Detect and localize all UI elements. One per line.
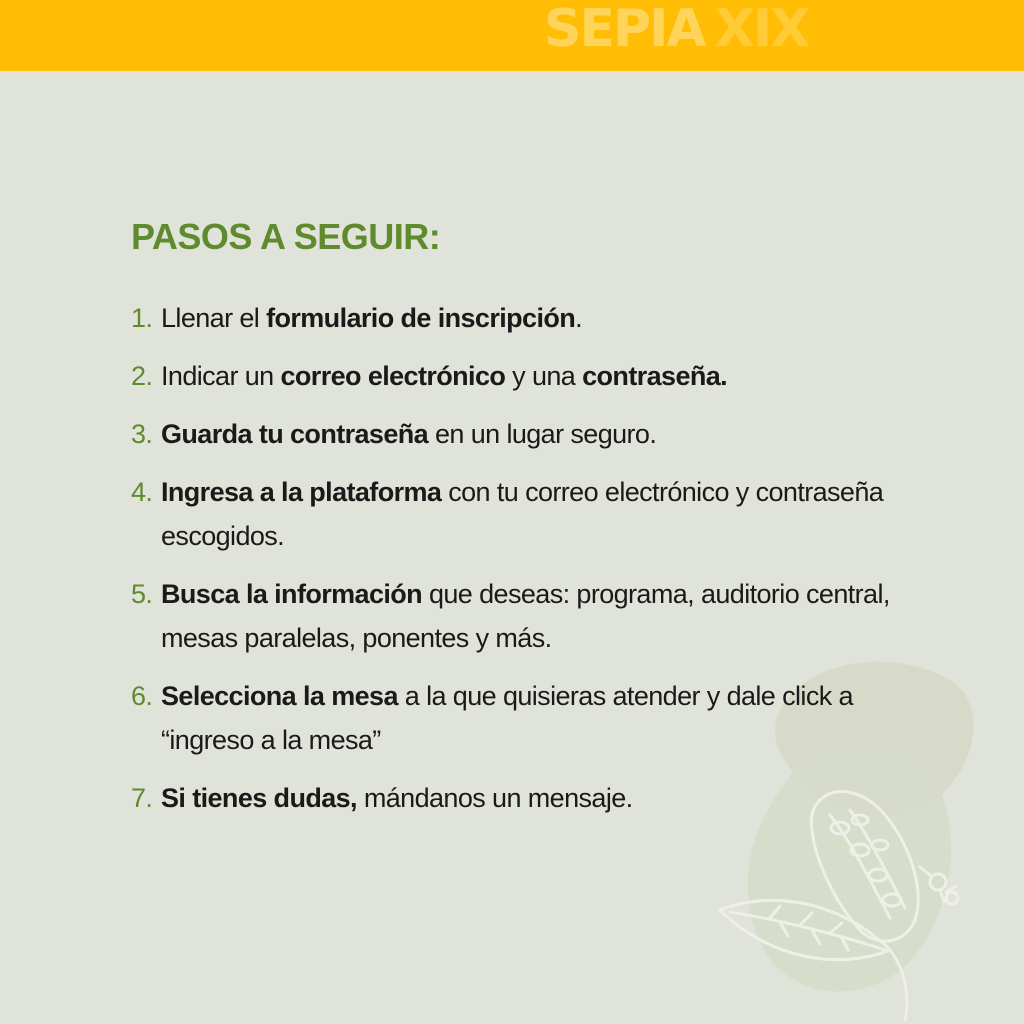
step-bold-text: Selecciona la mesa [161, 681, 398, 711]
step-text: con tu correo electrónico y contraseña escogidos. [161, 477, 884, 551]
step-bold-text: Guarda tu contraseña [161, 419, 429, 449]
step-number: 6. [131, 681, 153, 711]
step-bold-text: correo electrónico [280, 361, 506, 391]
step-bold-text: Si tienes dudas, [161, 783, 357, 813]
sepia-logo [544, 0, 809, 59]
step-text: Llenar el [161, 303, 267, 333]
logo-word-sepia: SEPIA [544, 0, 705, 59]
step-3 [131, 412, 951, 456]
step-7 [131, 776, 951, 820]
step-bold-text: formulario de inscripción [266, 303, 576, 333]
step-bold-text: Ingresa a la plataforma [161, 477, 442, 507]
step-2 [131, 354, 951, 398]
step-number: 7. [131, 783, 153, 813]
step-text: en un lugar seguro. [428, 419, 657, 449]
step-bold-text: contraseña. [582, 361, 728, 391]
step-number: 1. [131, 303, 153, 333]
step-4 [131, 470, 951, 558]
step-bold-text: Busca la información [161, 579, 423, 609]
steps-list [131, 296, 951, 834]
step-text: a la que quisieras atender y dale click a “ingreso a la mesa” [161, 681, 853, 755]
logo-word-xix: XIX [714, 0, 809, 59]
step-text: y una [505, 361, 583, 391]
step-text: que deseas: programa, auditorio central, mesas paralelas, ponentes y más. [161, 579, 890, 653]
step-5 [131, 572, 951, 660]
step-number: 3. [131, 419, 153, 449]
step-text: mándanos un mensaje. [356, 783, 633, 813]
top-banner [0, 0, 1024, 71]
step-6 [131, 674, 951, 762]
step-1 [131, 296, 951, 340]
step-number: 5. [131, 579, 153, 609]
step-text: Indicar un [161, 361, 281, 391]
step-number: 2. [131, 361, 153, 391]
page-heading: PASOS A SEGUIR: [131, 216, 441, 257]
step-text: . [575, 303, 583, 333]
step-number: 4. [131, 477, 153, 507]
